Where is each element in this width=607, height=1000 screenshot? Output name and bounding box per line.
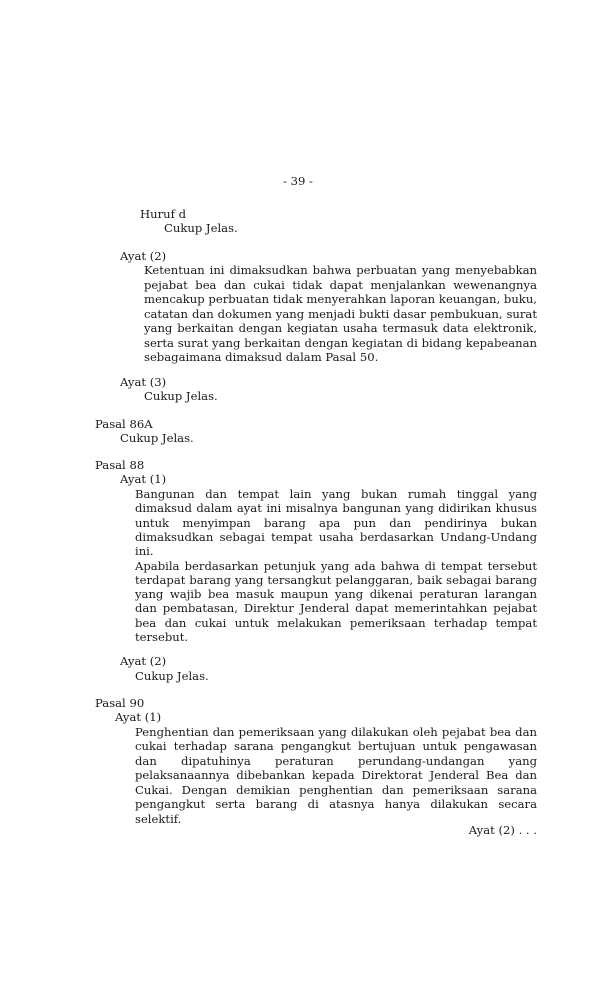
paragraph-line: cukai terhadap sarana pengangkut bertujuan untuk pengawasan xyxy=(135,739,537,754)
section-heading: Ayat (2) xyxy=(120,654,167,668)
article-heading: Pasal 86A xyxy=(95,417,153,431)
paragraph-line: untuk menyimpan barang apa pun dan pendirinya bukan xyxy=(135,515,537,530)
paragraph-line: dan dipatuhinya peraturan perundang-undangan yang xyxy=(135,753,537,768)
paragraph-line: yang wajib bea masuk maupun yang dikenai peraturan larangan xyxy=(135,587,537,602)
section-heading: Ayat (3) xyxy=(120,375,167,389)
paragraph-line: Apabila berdasarkan petunjuk yang ada bahwa di tempat tersebut xyxy=(135,558,537,573)
paragraph-line: Cukai. Dengan demikian penghentian dan pemeriksaan sarana xyxy=(135,782,537,797)
section-text: Cukup Jelas. xyxy=(135,669,209,683)
article-heading: Pasal 88 xyxy=(95,458,145,472)
paragraph-line: Bangunan dan tempat lain yang bukan rumah tinggal yang xyxy=(135,487,537,501)
article-heading: Pasal 90 xyxy=(95,696,145,710)
paragraph-line: Ketentuan ini dimaksudkan bahwa perbuatan yang menyebabkan xyxy=(144,263,537,277)
paragraph-line: Penghentian dan pemeriksaan yang dilakukan oleh pejabat bea dan xyxy=(135,725,537,739)
paragraph-line: yang berkaitan dengan kegiatan usaha termasuk data elektronik, xyxy=(144,321,537,335)
paragraph-line: ini. xyxy=(135,544,154,559)
paragraph-line: dimaksudkan sebagai tempat usaha berdasarkan Undang-Undang xyxy=(135,529,537,544)
section-heading: Ayat (1) xyxy=(120,472,167,486)
section-heading: Ayat (2) xyxy=(120,249,167,263)
paragraph-line: serta surat yang berkaitan dengan kegiatan di bidang kepabeanan xyxy=(144,335,537,350)
paragraph-line: mencakup perbuatan tidak menyerahkan laporan keuangan, buku, xyxy=(144,292,537,306)
paragraph-line: bea dan cukai untuk melakukan pemeriksaan terhadap tempat xyxy=(135,615,537,630)
section-text: Cukup Jelas. xyxy=(144,389,218,403)
paragraph-line: dan pembatasan, Direktur Jenderal dapat memerintahkan pejabat xyxy=(135,601,537,616)
paragraph-line: pengangkut serta barang di atasnya hanya dilakukan secara selektif. xyxy=(135,797,537,826)
paragraph-line: dimaksud dalam ayat ini misalnya bangunan yang didirikan khusus xyxy=(135,501,537,516)
continuation-marker: Ayat (2) . . . xyxy=(468,823,537,837)
section-heading: Huruf d xyxy=(140,207,186,221)
paragraph-line: pelaksanaannya dibebankan kepada Direktorat Jenderal Bea dan xyxy=(135,768,537,783)
section-heading: Ayat (1) xyxy=(115,710,162,724)
page-number: - 39 - xyxy=(283,174,313,188)
paragraph-line: pejabat bea dan cukai tidak dapat menjalankan wewenangnya xyxy=(144,277,537,292)
paragraph-line: sebagaimana dimaksud dalam Pasal 50. xyxy=(144,350,379,364)
paragraph-line: tersebut. xyxy=(135,630,189,644)
paragraph-line: catatan dan dokumen yang menjadi bukti dasar pembukuan, surat xyxy=(144,306,537,321)
paragraph-line: terdapat barang yang tersangkut pelanggaran, baik sebagai barang xyxy=(135,572,537,587)
section-text: Cukup Jelas. xyxy=(164,221,238,235)
section-text: Cukup Jelas. xyxy=(120,431,194,445)
